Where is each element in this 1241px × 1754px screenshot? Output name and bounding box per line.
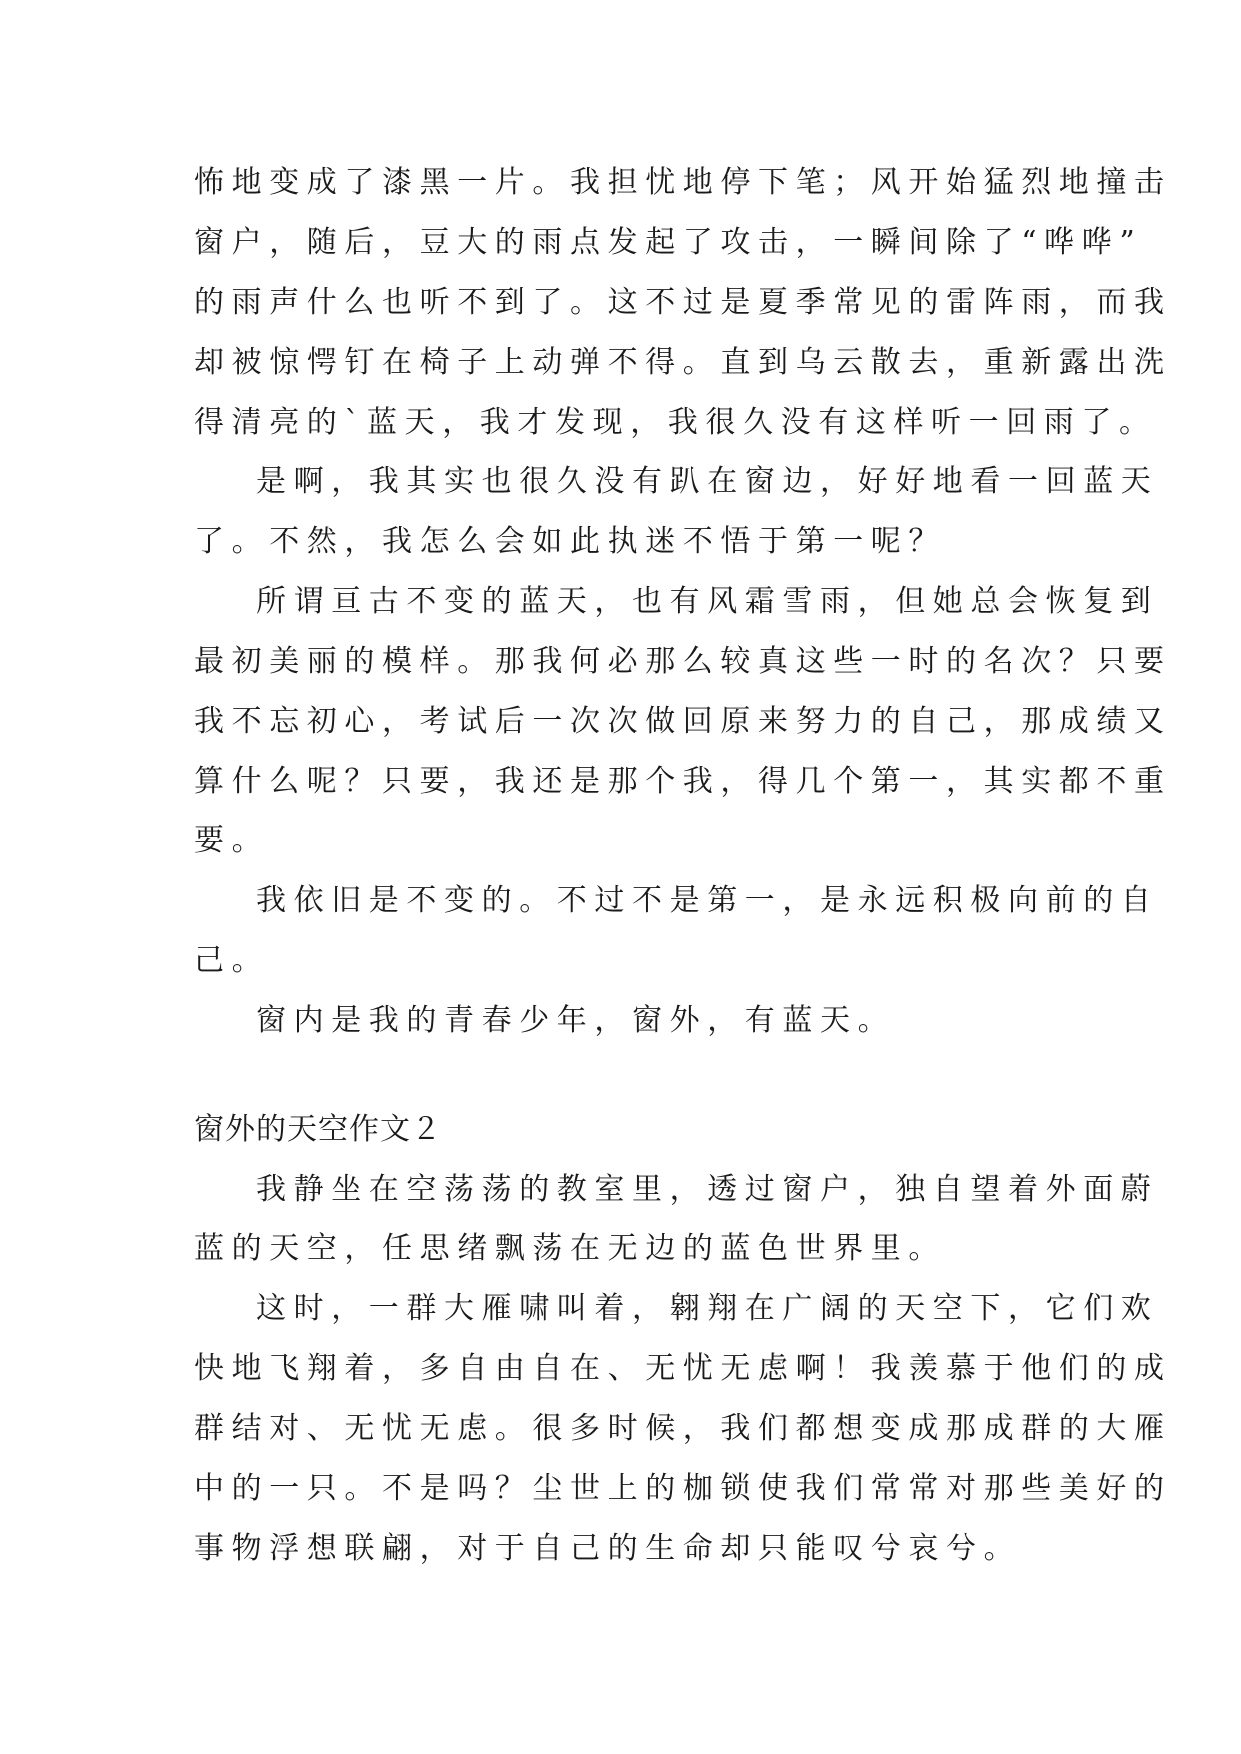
- paragraph-1-line-5: 得清亮的`蓝天，我才发现，我很久没有这样听一回雨了。: [194, 405, 1157, 440]
- paragraph-4-line-1: 我依旧是不变的。不过不是第一，是永远积极向前的自: [256, 883, 1159, 918]
- paragraph-3-line-4: 算什么呢？只要，我还是那个我，得几个第一，其实都不重: [194, 764, 1172, 799]
- paragraph-7-line-3: 群结对、无忧无虑。很多时候，我们都想变成那成群的大雁: [194, 1411, 1172, 1446]
- paragraph-7-line-5: 事物浮想联翩，对于自己的生命却只能叹兮哀兮。: [194, 1531, 1022, 1566]
- paragraph-3-line-3: 我不忘初心，考试后一次次做回原来努力的自己，那成绩又: [194, 704, 1172, 739]
- paragraph-2-line-1: 是啊，我其实也很久没有趴在窗边，好好地看一回蓝天: [256, 464, 1159, 499]
- paragraph-3-line-2: 最初美丽的模样。那我何必那么较真这些一时的名次？只要: [194, 644, 1172, 679]
- paragraph-7-line-1: 这时，一群大雁啸叫着，翱翔在广阔的天空下，它们欢: [256, 1291, 1159, 1326]
- paragraph-3-line-5: 要。: [194, 823, 270, 858]
- paragraph-6-line-1: 我静坐在空荡荡的教室里，透过窗户，独自望着外面蔚: [256, 1172, 1159, 1207]
- paragraph-3-line-1: 所谓亘古不变的蓝天，也有风霜雪雨，但她总会恢复到: [256, 584, 1159, 619]
- paragraph-1-line-1: 怖地变成了漆黑一片。我担忧地停下笔；风开始猛烈地撞击: [194, 165, 1172, 200]
- paragraph-1-line-3: 的雨声什么也听不到了。这不过是夏季常见的雷阵雨，而我: [194, 285, 1172, 320]
- paragraph-2-line-2: 了。不然，我怎么会如此执迷不悟于第一呢？: [194, 524, 946, 559]
- paragraph-1-line-4: 却被惊愕钉在椅子上动弹不得。直到乌云散去，重新露出洗: [194, 345, 1172, 380]
- paragraph-6-line-2: 蓝的天空，任思绪飘荡在无边的蓝色世界里。: [194, 1231, 946, 1266]
- paragraph-7-line-4: 中的一只。不是吗？尘世上的枷锁使我们常常对那些美好的: [194, 1471, 1172, 1506]
- paragraph-4-line-2: 己。: [194, 943, 270, 978]
- paragraph-5-line-1: 窗内是我的青春少年，窗外，有蓝天。: [256, 1003, 896, 1038]
- paragraph-1-line-2: 窗户，随后，豆大的雨点发起了攻击，一瞬间除了“哗哗”: [194, 225, 1143, 260]
- paragraph-7-line-2: 快地飞翔着，多自由自在、无忧无虑啊！我羡慕于他们的成: [194, 1351, 1172, 1386]
- section-heading: 窗外的天空作文２: [194, 1112, 442, 1147]
